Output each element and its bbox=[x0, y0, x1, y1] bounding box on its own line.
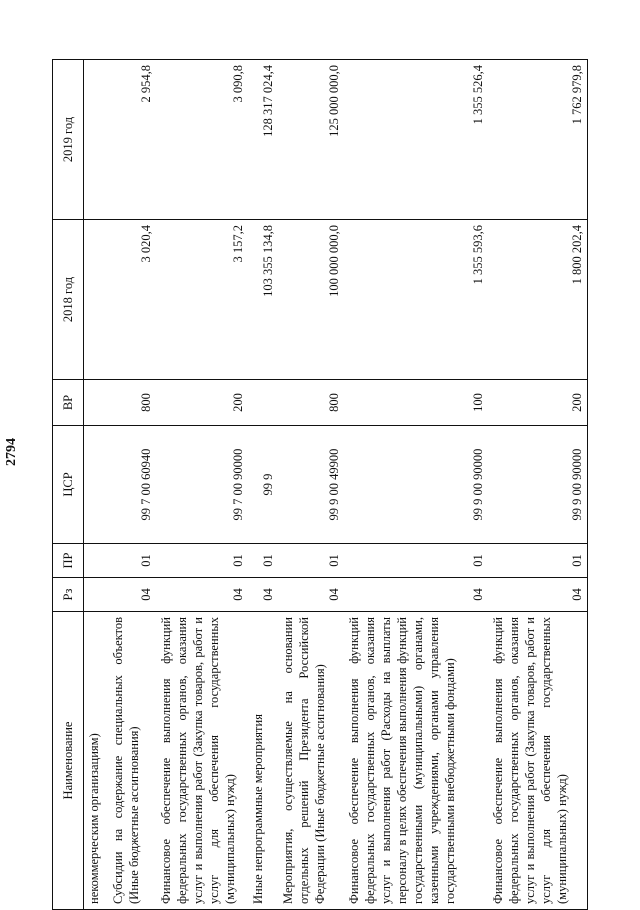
cell-csr: 99 9 00 49900 bbox=[278, 426, 344, 544]
table-row bbox=[278, 60, 344, 910]
cell-name: Субсидии на содержание специальных объектов (Иные бюджетные ассигнования) bbox=[108, 612, 156, 910]
cell-rz: 04 bbox=[248, 578, 278, 612]
table-row bbox=[488, 60, 588, 910]
cell-vr bbox=[248, 380, 278, 426]
table-row bbox=[84, 60, 108, 910]
cell-vr: 100 bbox=[344, 380, 488, 426]
cell-name: Мероприятия, осуществляемые на основании отдельных решений Президента Российской Федерации (Иные бюджетные ассигнования) bbox=[278, 612, 344, 910]
header-2018: 2018 год bbox=[53, 220, 84, 380]
cell-rz: 04 bbox=[344, 578, 488, 612]
cell-vr: 200 bbox=[156, 380, 248, 426]
cell-csr: 99 9 bbox=[248, 426, 278, 544]
cell-pr: 01 bbox=[248, 544, 278, 578]
header-pr: ПР bbox=[53, 544, 84, 578]
cell-2019: 3 090,8 bbox=[156, 60, 248, 220]
cell-vr: 200 bbox=[488, 380, 588, 426]
cell-csr bbox=[84, 426, 108, 544]
cell-2019: 2 954,8 bbox=[108, 60, 156, 220]
cell-vr: 800 bbox=[108, 380, 156, 426]
cell-2019: 1 355 526,4 bbox=[344, 60, 488, 220]
budget-table-rotated bbox=[52, 60, 588, 910]
cell-csr: 99 7 00 60940 bbox=[108, 426, 156, 544]
budget-table bbox=[52, 59, 588, 910]
cell-csr: 99 9 00 90000 bbox=[344, 426, 488, 544]
cell-2018: 3 157,2 bbox=[156, 220, 248, 380]
cell-2018 bbox=[84, 220, 108, 380]
cell-2019: 125 000 000,0 bbox=[278, 60, 344, 220]
cell-pr: 01 bbox=[488, 544, 588, 578]
cell-csr: 99 7 00 90000 bbox=[156, 426, 248, 544]
table-row bbox=[344, 60, 488, 910]
header-2019: 2019 год bbox=[53, 60, 84, 220]
cell-csr: 99 9 00 90000 bbox=[488, 426, 588, 544]
page-number: 2794 bbox=[4, 438, 19, 466]
cell-2018: 100 000 000,0 bbox=[278, 220, 344, 380]
cell-name: Финансовое обеспечение выполнения функций федеральных государственных органов, оказания услуг и выполнения работ (Расходы на выплаты персоналу в целях обеспечения выполнения функций государственными (муниципальными) органами, казенными учреждениями, органами управления государственными внебюджетными фондами) bbox=[344, 612, 488, 910]
cell-2018: 1 355 593,6 bbox=[344, 220, 488, 380]
cell-2018: 1 800 202,4 bbox=[488, 220, 588, 380]
table-row bbox=[248, 60, 278, 910]
cell-rz: 04 bbox=[156, 578, 248, 612]
table-row bbox=[108, 60, 156, 910]
cell-2019 bbox=[84, 60, 108, 220]
cell-name: Иные непрограммные мероприятия bbox=[248, 612, 278, 910]
cell-name: Финансовое обеспечение выполнения функций федеральных государственных органов, оказания услуг и выполнения работ (Закупка товаров, работ и услуг для обеспечения государственных (муниципальных) нужд) bbox=[488, 612, 588, 910]
cell-pr: 01 bbox=[344, 544, 488, 578]
cell-2018: 3 020,4 bbox=[108, 220, 156, 380]
header-csr: ЦСР bbox=[53, 426, 84, 544]
header-name: Наименование bbox=[53, 612, 84, 910]
header-rz: Рз bbox=[53, 578, 84, 612]
cell-name: некоммерческим организациям) bbox=[84, 612, 108, 910]
header-vr: ВР bbox=[53, 380, 84, 426]
table-header-row bbox=[53, 60, 84, 910]
cell-rz: 04 bbox=[488, 578, 588, 612]
cell-2019: 128 317 024,4 bbox=[248, 60, 278, 220]
cell-rz: 04 bbox=[108, 578, 156, 612]
cell-vr: 800 bbox=[278, 380, 344, 426]
cell-vr bbox=[84, 380, 108, 426]
cell-name: Финансовое обеспечение выполнения функций федеральных государственных органов, оказания услуг и выполнения работ (Закупка товаров, работ и услуг для обеспечения государственных (муниципальных) нужд) bbox=[156, 612, 248, 910]
table-row bbox=[156, 60, 248, 910]
cell-rz bbox=[84, 578, 108, 612]
cell-pr bbox=[84, 544, 108, 578]
cell-2019: 1 762 979,8 bbox=[488, 60, 588, 220]
cell-pr: 01 bbox=[278, 544, 344, 578]
cell-rz: 04 bbox=[278, 578, 344, 612]
cell-pr: 01 bbox=[156, 544, 248, 578]
cell-2018: 103 355 134,8 bbox=[248, 220, 278, 380]
cell-pr: 01 bbox=[108, 544, 156, 578]
